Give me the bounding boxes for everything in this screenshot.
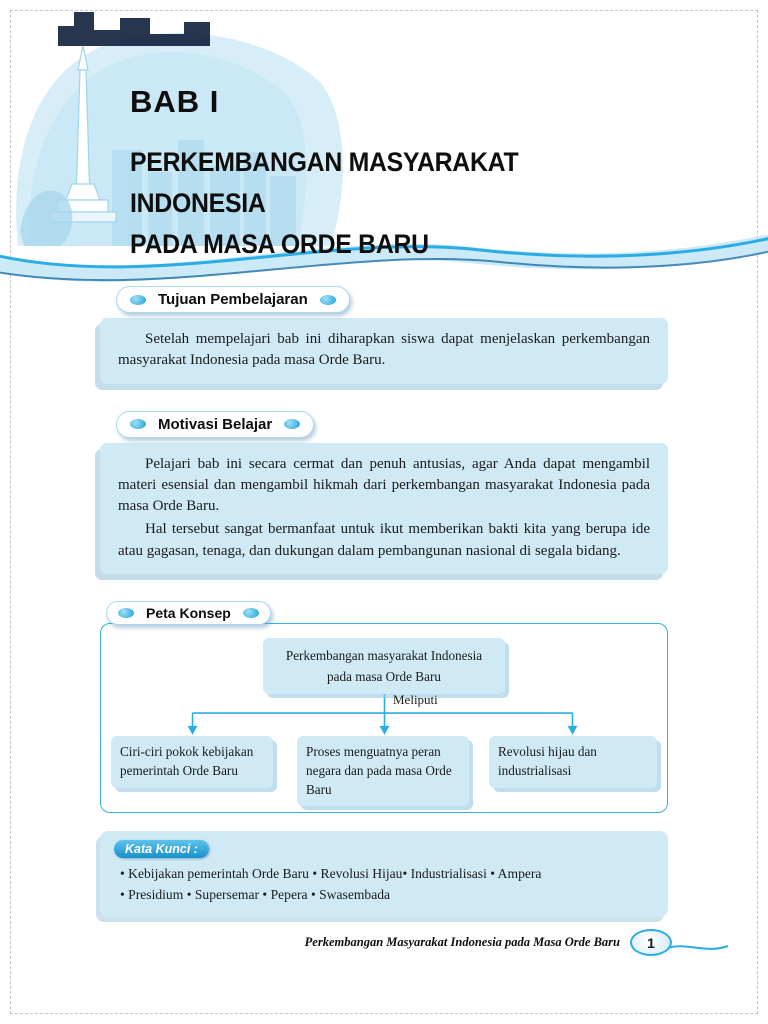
heading-peta-label: Peta Konsep	[146, 605, 231, 622]
content-column	[100, 286, 668, 917]
tab-dot-icon	[320, 295, 336, 305]
section-tujuan	[100, 286, 668, 384]
tab-dot-icon	[130, 419, 146, 429]
tujuan-body: Setelah mempelajari bab ini diharapkan siswa dapat menjelaskan perkembangan masyarakat Indonesia pada masa Orde Baru.	[118, 331, 650, 369]
tujuan-panel	[100, 318, 668, 384]
section-peta-konsep	[100, 601, 668, 813]
page-footer	[100, 929, 672, 956]
heading-motivasi-label: Motivasi Belajar	[158, 415, 273, 433]
tab-dot-icon	[243, 608, 259, 618]
section-motivasi	[100, 411, 668, 574]
tab-dot-icon	[284, 419, 300, 429]
tab-dot-icon	[130, 295, 146, 305]
dark-skyline-icon	[58, 12, 210, 46]
tab-dot-icon	[118, 608, 134, 618]
concept-child-node-1: Ciri-ciri pokok kebijakan pemerintah Orde Baru	[111, 736, 273, 787]
keywords-line-1: • Kebijakan pemerintah Orde Baru • Revolusi Hijau• Industrialisasi • Ampera	[120, 866, 542, 882]
page-title	[130, 142, 645, 265]
concept-map	[100, 623, 668, 813]
connector-label: Meliputi	[393, 692, 438, 708]
motivasi-paragraph-2: Hal tersebut sangat bermanfaat untuk ikut memberikan bakti kita yang berupa ide atau gagasan, tenaga, dan dukungan dalam pembangunan nasional di segala bidang.	[118, 521, 650, 559]
footer-running-title: Perkembangan Masyarakat Indonesia pada Masa Orde Baru	[304, 935, 620, 949]
keywords-panel	[100, 831, 668, 917]
title-line-1: PERKEMBANGAN MASYARAKAT INDONESIA	[130, 147, 519, 218]
concept-child-node-3: Revolusi hijau dan industrialisasi	[489, 736, 657, 787]
concept-root-node: Perkembangan masyarakat Indonesia pada masa Orde Baru	[263, 638, 505, 694]
motivasi-paragraph-1: Pelajari bab ini secara cermat dan penuh antusias, agar Anda dapat mengambil materi esensial dan mengambil hikmah dari perkembangan masyarakat Indonesia pada masa Orde Baru.	[118, 455, 650, 515]
page-number: 1	[647, 934, 655, 951]
motivasi-panel	[100, 443, 668, 574]
title-line-2: PADA MASA ORDE BARU	[130, 229, 429, 259]
concept-child-node-2: Proses menguatnya peran negara dan pada masa Orde Baru	[297, 736, 469, 806]
heading-tujuan-pembelajaran	[116, 286, 350, 313]
heading-tujuan-label: Tujuan Pembelajaran	[158, 291, 308, 308]
page-number-badge	[630, 929, 672, 956]
keywords-line-2: • Presidium • Supersemar • Pepera • Swasembada	[120, 887, 391, 903]
heading-peta-konsep	[106, 601, 271, 625]
keywords-badge: Kata Kunci :	[114, 840, 209, 858]
chapter-label: BAB I	[130, 84, 220, 119]
heading-motivasi-belajar	[116, 411, 314, 438]
footer-wave-icon	[668, 941, 728, 955]
